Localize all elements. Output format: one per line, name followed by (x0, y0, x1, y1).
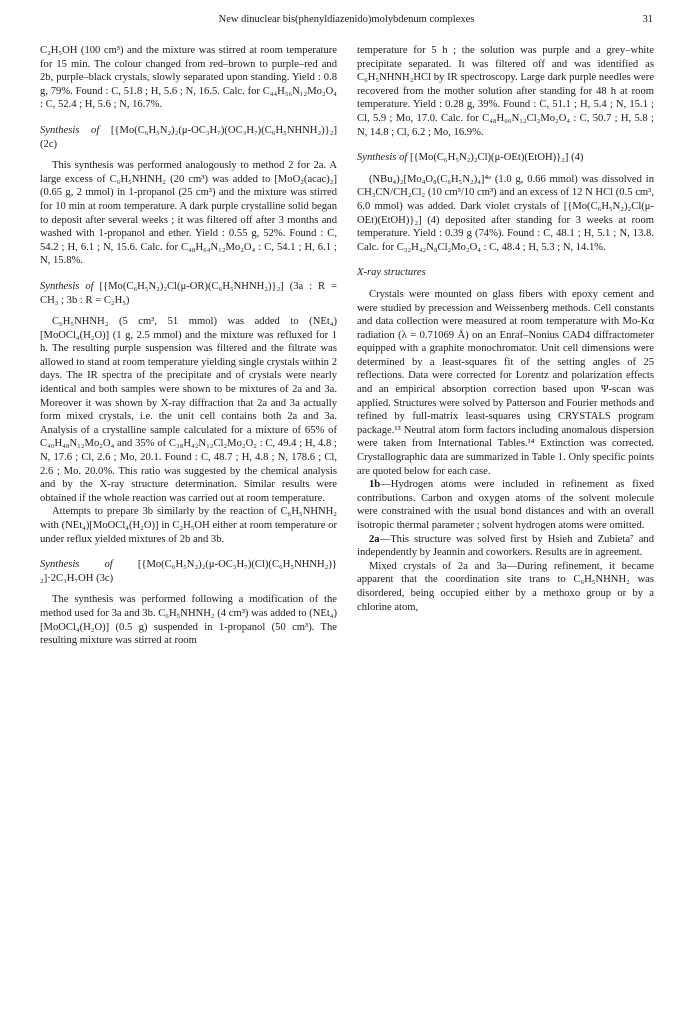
heading-formula: [{Mo(C₆H₅N₂)₂(μ-OC₃H₇)(Cl)(C₆H₅NHNH₂)}₂]·2C₃H₇OH (3c) (40, 559, 337, 584)
heading-label: Synthesis of (40, 280, 94, 292)
heading-formula: [{Mo(C₆H₅N₂)₂Cl(μ-OR)(C₆H₅NHNH₂)}₂] (3a : R = CH₃ ; 3b : R = C₂H₅) (40, 280, 337, 306)
paragraph-body: —This structure was solved first by Hsieh and Zubieta⁷ and independently by Jeannin and coworkers. Results are in agreement. (357, 533, 654, 559)
right-column (357, 44, 654, 614)
paragraph (357, 533, 654, 560)
section-heading (40, 124, 337, 151)
paragraph: C₆H₅NHNH₂ (5 cm³, 51 mmol) was added to (NEt₄)[MoOCl₄(H₂O)] (1 g, 2.5 mmol) and the mixture was refluxed for 1 h. The resulting purple suspension was filtered and the filtrate was allowed to stand at room temperature yielding single crystals within 2 days. The IR spectra of the precipitate and of crystals were nearly identical and both samples were shown to be mixtures of 2a and 3a. Moreover it was shown by X-ray diffraction that 2a and 3a actually form mixed crystals, i.e. the unit cell contains both 2a and 3a. Analysis of a crystalline sample calculated for a mixture of 65% of C₄₀H₄₈N₁₂Mo₂O₄ and 35% of C₃₈H₄₂N₁₂Cl₂Mo₂O₂ : C, 49.4 ; H, 4.8 ; N, 17.6 ; Cl, 2.6 ; Mo, 20.1. Found : C, 48.7 ; H, 4.8 ; N, 178.6 ; Cl, 2.6 ; Mo. 20.0%. This ratio was suggested by the chemical analysis and by the X-ray structure determination. Similar results were obtained if the whole reaction was carried out at room temperature. (40, 316, 337, 504)
page-number: 31 (642, 14, 653, 25)
paragraph: The synthesis was performed following a modification of the method used for 3a and 3b. C₆H₅NHNH₂ (4 cm³) was added to (NEt₄)[MoOCl₄(H₂O)] (0.5 g) suspended in 1-propanol (50 cm³). The resulting mixture was stirred at room (40, 594, 337, 647)
paragraph: Crystals were mounted on glass fibers with epoxy cement and were studied by precession and Weissenberg methods. Cell constants and data collection were measured at room temperature with Mo-Kα radiation (λ = 0.71069 Å) on an Enraf–Nonius CAD4 diffractometer equipped with a graphite monochromator. Unit cell dimensions were determined by a least-squares fit of the setting angles of 25 reflections. Data were corrected for Lorentz and polarization effects and an empirical absorption correction based upon Ψ-scan was applied. Structures were solved by Patterson and Fourier methods and refined by full-matrix least-squares using CRYSTALS program package.¹³ Neutral atom form factors including anomalous dispersion were taken from International Tables.¹⁴ Extinction was corrected. Crystallographic data are summarized in Table 1. Only specific points are quoted below for each case. (357, 288, 654, 477)
paragraph: temperature for 5 h ; the solution was purple and a grey–white precipitate separated. It was filtered off and was identified as C₆H₅NHNH₂HCl by IR spectroscopy. Large dark purple needles were recovered from the mother solution after standing for 48 h at room temperature. Yield : 0.28 g, 39%. Found : C, 51.1 ; H, 5.4 ; N, 15.1 ; Cl, 5.9 ; Mo, 17.0. Calc. for C₄₈H₆₆N₁₂Cl₂Mo₂O₄ : C, 50.7 ; H, 5.8 ; N, 14.8 ; Cl, 6.2 ; Mo, 16.9%. (357, 45, 654, 138)
paragraph-lead: 2a (369, 533, 380, 545)
paragraph: This synthesis was performed analogously to method 2 for 2a. A large excess of C₆H₅NHNH₂ (20 cm³) was added to [MoO₂(acac)₂] (0.65 g, 2 mmol) in 1-propanol (25 cm³) and the mixture was stirred for 10 min at room temperature. A dark purple crystalline solid began to deposit after several weeks ; it was filtered off after 3 months and washed with 1-propanol and ether. Yield : 0.55 g, 52%. Found : C, 54.2 ; H, 6.1 ; N, 15.6. Calc. for C₄₈H₆₄N₁₂Mo₂O₄ : C, 54.1 ; H, 6.1 ; N, 15.8%. (40, 160, 337, 267)
paragraph: Mixed crystals of 2a and 3a—During refinement, it became apparent that the coordination site trans to C₆H₅NHNH₂ was disordered, being occupied either by a methoxo group or by a chlorine atom, (357, 560, 654, 613)
paragraph (357, 478, 654, 532)
running-title: New dinuclear bis(phenyldiazenido)molybdenum complexes (218, 14, 475, 25)
paragraph-body: —Hydrogen atoms were included in refinement as fixed contributions. Carbon and oxygen atoms of the solvent molecule were constrained with the usual bond distances and with an overall isotropic thermal parameter ; solvent hydrogen atoms were omitted. (357, 479, 654, 531)
heading-label: Synthesis of (40, 124, 100, 136)
heading-label: Synthesis of (40, 559, 113, 571)
paragraph: (NBu₄)₂[Mo₄O₈(C₆H₅N₂)₄]⁴ᵃ (1.0 g, 0.66 mmol) was dissolved in CH₃CN/CH₂Cl₂ (10 cm³/10 cm³) and an excess of 12 N HCl (0.5 cm³, 6.0 mmol) was added. Dark violet crystals of [{Mo(C₆H₅N₂)₂Cl(μ-OEt)(EtOH)}₂] (4) deposited after standing for 3 weeks at room temperature. Yield : 0.39 g (74%). Found : C, 48.1 ; H, 5.1 ; N, 13.8. Calc. for C₃₂H₄₂N₈Cl₂Mo₂O₄ : C, 48.4 ; H, 5.3 ; N, 14.1%. (357, 173, 654, 253)
paragraph-lead: 1b (369, 479, 381, 491)
section-heading (40, 558, 337, 585)
paragraph: Attempts to prepare 3b similarly by the reaction of C₆H₅NHNH₂ with (NEt₄)[MoOCl₄(H₂O)] in C₂H₅OH either at room temperature or under reflux yielded mixtures of 2b and 3b. (40, 506, 337, 545)
left-column (40, 44, 337, 648)
section-heading (40, 280, 337, 307)
page-header (40, 14, 653, 30)
section-heading (357, 151, 654, 165)
paragraph: C₂H₅OH (100 cm³) and the mixture was stirred at room temperature for 15 min. The colour changed from red–brown to purple–red and 2b, purple–black crystals, slowly separated upon standing. Yield : 0.8 g, 79%. Found : C, 51.8 ; H, 5.6 ; N, 16.5. Calc. for C₄₄H₅₆N₁₂Mo₂O₄ : C, 52.4 ; H, 5.6 ; N, 16.7%. (40, 45, 337, 111)
heading-formula: [{Mo(C₆H₅N₂)₂Cl)(μ-OEt)(EtOH)}₂] (4) (409, 152, 584, 164)
section-heading-xray: X-ray structures (357, 267, 426, 279)
heading-formula: [{Mo(C₆H₅N₂)₂(μ-OC₃H₇)(OC₃H₇)(C₆H₅NHNH₂)}₂] (2c) (40, 124, 337, 150)
heading-label: Synthesis of (357, 152, 408, 164)
